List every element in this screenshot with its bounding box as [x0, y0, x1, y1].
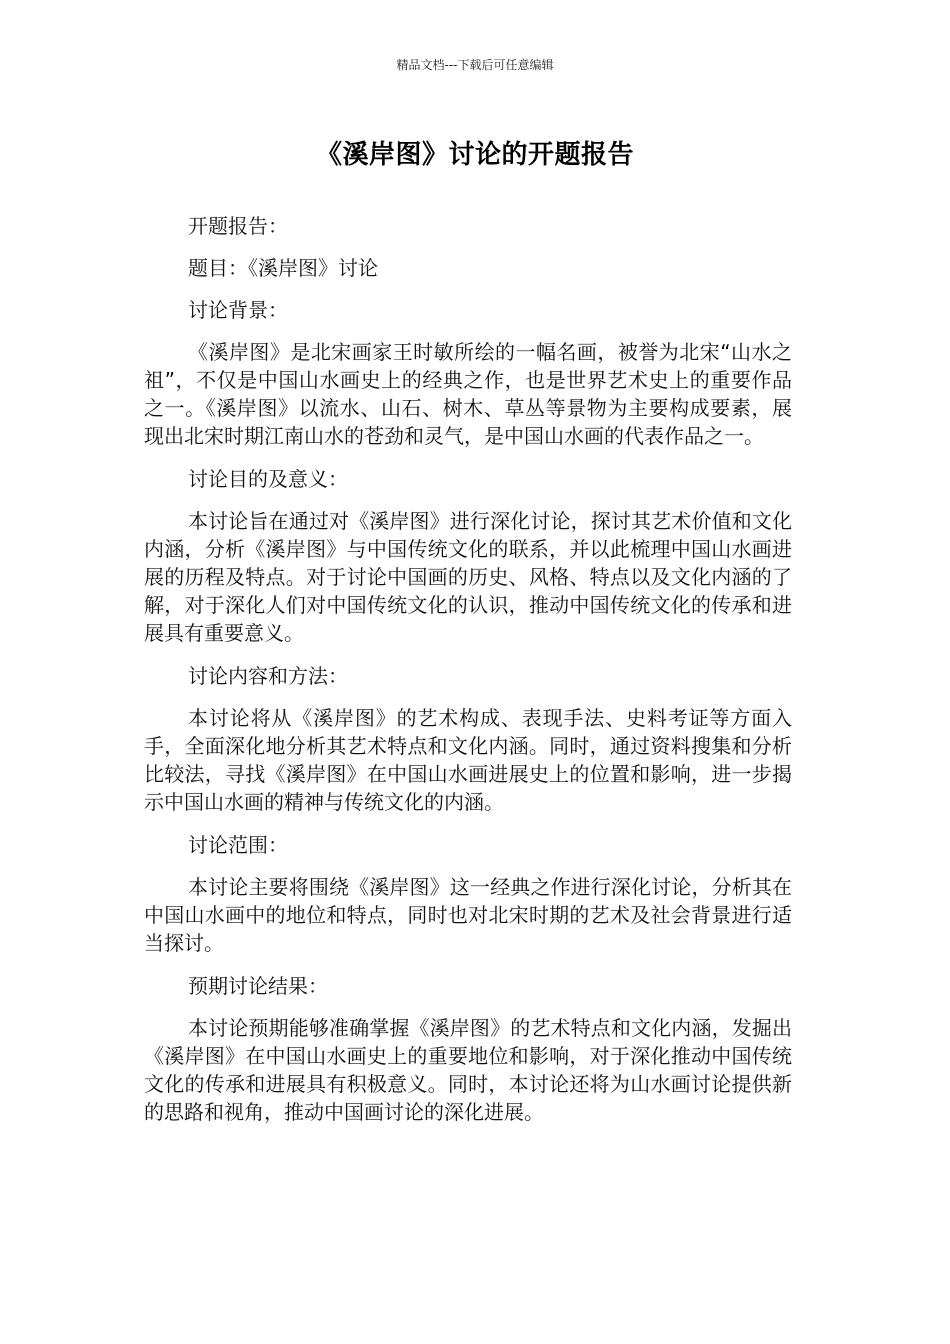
label-report: 开题报告：	[188, 214, 288, 238]
section-body-method: 本讨论将从《溪岸图》的艺术构成、表现手法、史料考证等方面入手，全面深化地分析其艺术特点和文化内涵。同时，通过资料搜集和分析比较法，寻找《溪岸图》在中国山水画进展史上的位置和影响，进一步揭示中国山水画的精神与传统文化的内涵。	[144, 706, 792, 814]
section-body-purpose: 本讨论旨在通过对《溪岸图》进行深化讨论，探讨其艺术价值和文化内涵，分析《溪岸图》与中国传统文化的联系，并以此梳理中国山水画进展的历程及特点。对于讨论中国画的历史、风格、特点以及文化内涵的了解，对于深化人们对中国传统文化的认识，推动中国传统文化的传承和进展具有重要意义。	[144, 509, 792, 645]
section-heading-purpose: 讨论目的及意义：	[188, 467, 348, 491]
section-body-expected-results: 本讨论预期能够准确掌握《溪岸图》的艺术特点和文化内涵，发掘出《溪岸图》在中国山水画史上的重要地位和影响，对于深化推动中国传统文化的传承和进展具有积极意义。同时，本讨论还将为山水画讨论提供新的思路和视角，推动中国画讨论的深化进展。	[144, 1016, 792, 1124]
document-body	[144, 212, 792, 1126]
section-body-scope: 本讨论主要将围绕《溪岸图》这一经典之作进行深化讨论，分析其在中国山水画中的地位和特点，同时也对北宋时期的艺术及社会背景进行适当探讨。	[144, 875, 792, 955]
document-title: 《溪岸图》讨论的开题报告	[315, 140, 634, 170]
label-topic: 题目：《溪岸图》讨论	[188, 256, 378, 280]
section-heading-scope: 讨论范围：	[188, 833, 288, 857]
section-body-background: 《溪岸图》是北宋画家王时敏所绘的一幅名画，被誉为北宋“山水之祖”，不仅是中国山水画史上的经典之作，也是世界艺术史上的重要作品之一。《溪岸图》以流水、山石、树木、草丛等景物为主要构成要素，展现出北宋时期江南山水的苍劲和灵气，是中国山水画的代表作品之一。	[144, 340, 792, 448]
section-heading-method: 讨论内容和方法：	[188, 664, 348, 688]
section-heading-expected-results: 预期讨论结果：	[188, 974, 328, 998]
section-heading-background: 讨论背景：	[188, 298, 288, 322]
page-header-watermark: 精品文档---下载后可任意编辑	[396, 58, 554, 72]
